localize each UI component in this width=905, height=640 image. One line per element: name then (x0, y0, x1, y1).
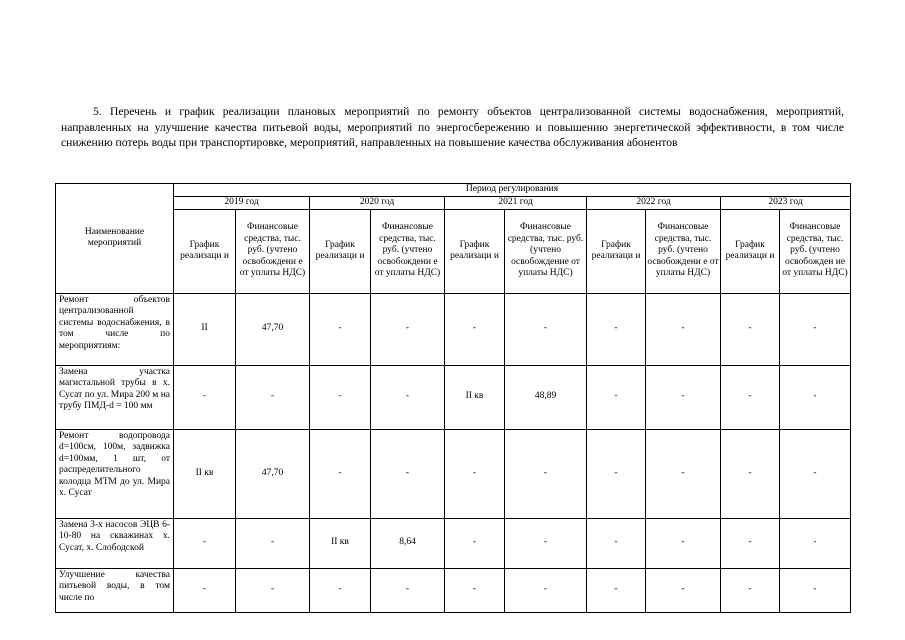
finance-cell: - (780, 429, 851, 518)
schedule-cell: - (445, 429, 505, 518)
measure-name: Ремонт водопровода d=100см, 100м, задвижка d=100мм, 1 шт, от распределительного колодца МТМ до ул. Мира х. Сусат (56, 429, 174, 518)
finance-cell: - (505, 568, 587, 612)
schedule-cell: - (310, 568, 371, 612)
year-2019: 2019 год (174, 197, 310, 210)
year-2020: 2020 год (310, 197, 445, 210)
finance-cell: - (371, 568, 445, 612)
finance-cell: - (505, 518, 587, 568)
finance-cell: - (236, 518, 310, 568)
schedule-cell: - (587, 568, 646, 612)
schedule-cell: - (587, 365, 646, 429)
name-header: Наименование мероприятий (56, 184, 174, 294)
measure-name: Ремонт объектов централизованной системы водоснабжения, в том числе по мероприятиям: (56, 293, 174, 365)
finance-header: Финансовые средства, тыс. руб. (учтено освобождени е от уплаты НДС) (236, 209, 310, 293)
schedule-cell: - (587, 429, 646, 518)
finance-cell: - (646, 518, 721, 568)
finance-header: Финансовые средства, тыс. руб. (учтено освобожден ие от уплаты НДС) (780, 209, 851, 293)
finance-cell: - (780, 293, 851, 365)
table-body (56, 293, 851, 612)
schedule-cell: - (721, 568, 780, 612)
finance-cell: - (646, 365, 721, 429)
measures-table (55, 183, 851, 613)
table-row (56, 568, 851, 612)
finance-cell: - (780, 568, 851, 612)
finance-cell: 47,70 (236, 293, 310, 365)
year-2021: 2021 год (445, 197, 587, 210)
schedule-cell: II кв (174, 429, 236, 518)
finance-cell: - (780, 365, 851, 429)
finance-header: Финансовые средства, тыс. руб. (учтено освобождени е от уплаты НДС) (371, 209, 445, 293)
schedule-cell: - (310, 429, 371, 518)
table-row (56, 365, 851, 429)
finance-cell: - (646, 568, 721, 612)
measure-name: Замена участка магистальной трубы в х. Сусат по ул. Мира 200 м на трубу ПМД-d = 100 мм (56, 365, 174, 429)
schedule-header: График реализаци и (721, 209, 780, 293)
finance-header: Финансовые средства, тыс. руб. (учтено освобождени е от уплаты НДС) (646, 209, 721, 293)
period-header: Период регулирования (174, 184, 851, 197)
header-row-columns (56, 209, 851, 293)
header-row-years (56, 197, 851, 210)
section-heading: 5. Перечень и график реализации плановых мероприятий по ремонту объектов централизованной системы водоснабжения, мероприятий, направленных на улучшение качества питьевой воды, мероприятий по энергосбережению и повышению энергетической эффективности, в том числе снижению потерь воды при транспортировке, мероприятий, направленных на повышение качества обслуживания абонентов (61, 105, 844, 149)
finance-cell: - (236, 568, 310, 612)
schedule-header: График реализаци и (587, 209, 646, 293)
schedule-cell: - (587, 293, 646, 365)
finance-cell: - (646, 429, 721, 518)
schedule-cell: - (721, 429, 780, 518)
finance-cell: - (371, 293, 445, 365)
finance-cell: - (236, 365, 310, 429)
schedule-cell: - (174, 365, 236, 429)
finance-cell: - (646, 293, 721, 365)
finance-cell: 48,89 (505, 365, 587, 429)
schedule-header: График реализаци и (445, 209, 505, 293)
schedule-cell: II (174, 293, 236, 365)
finance-cell: - (780, 518, 851, 568)
schedule-cell: - (445, 568, 505, 612)
finance-cell: - (371, 365, 445, 429)
year-2022: 2022 год (587, 197, 721, 210)
schedule-cell: - (587, 518, 646, 568)
schedule-header: График реализаци и (174, 209, 236, 293)
finance-cell: - (505, 293, 587, 365)
schedule-cell: - (445, 293, 505, 365)
finance-cell: 8,64 (371, 518, 445, 568)
finance-cell: 47,70 (236, 429, 310, 518)
schedule-cell: - (310, 293, 371, 365)
year-2023: 2023 год (721, 197, 851, 210)
schedule-cell: - (721, 293, 780, 365)
schedule-header: График реализаци и (310, 209, 371, 293)
schedule-cell: - (174, 568, 236, 612)
schedule-cell: - (310, 365, 371, 429)
schedule-cell: II кв (310, 518, 371, 568)
header-row-period (56, 184, 851, 197)
finance-cell: - (371, 429, 445, 518)
table-row (56, 429, 851, 518)
schedule-cell: II кв (445, 365, 505, 429)
table-row (56, 518, 851, 568)
schedule-cell: - (174, 518, 236, 568)
finance-cell: - (505, 429, 587, 518)
table-row (56, 293, 851, 365)
schedule-cell: - (445, 518, 505, 568)
measure-name: Замена 3-х насосов ЭЦВ 6-10-80 на скважинах х. Сусат, х. Слободской (56, 518, 174, 568)
schedule-cell: - (721, 365, 780, 429)
finance-header: Финансовые средства, тыс. руб. (учтено освобождение от уплаты НДС) (505, 209, 587, 293)
schedule-cell: - (721, 518, 780, 568)
measure-name: Улучшение качества питьевой воды, в том числе по (56, 568, 174, 612)
